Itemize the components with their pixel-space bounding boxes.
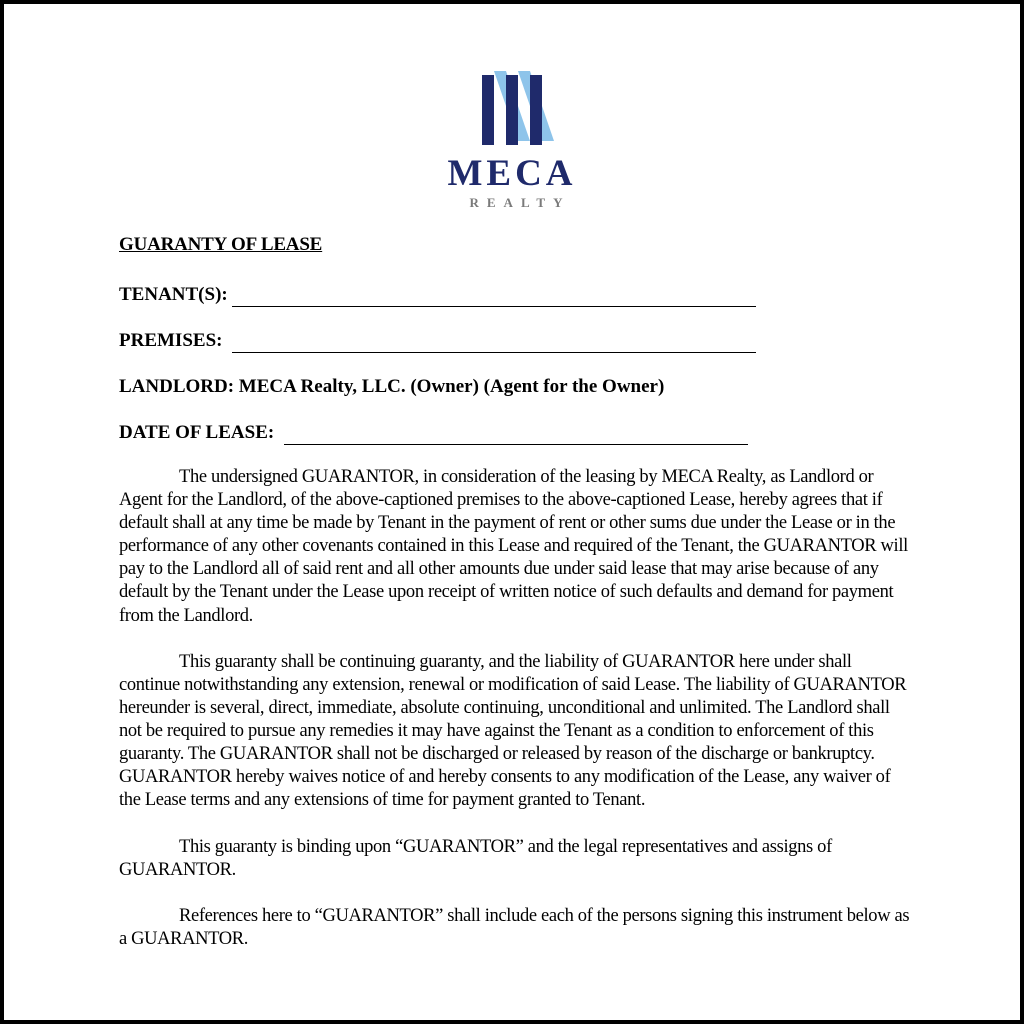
premises-blank-line[interactable] [232, 334, 756, 353]
premises-label: PREMISES: [119, 330, 232, 351]
date-of-lease-blank-line[interactable] [284, 426, 748, 445]
date-of-lease-field [119, 421, 748, 445]
paragraph-references: References here to “GUARANTOR” shall include each of the persons signing this instrument below as a GUARANTOR. [119, 905, 910, 949]
landlord-field [119, 375, 664, 399]
tenant-label: TENANT(S): [119, 284, 233, 305]
paragraph-binding: This guaranty is binding upon “GUARANTOR” and the legal representatives and assigns of GUARANTOR. [119, 836, 832, 880]
tenant-field [119, 283, 756, 307]
guaranty-text [119, 466, 911, 974]
logo-company-subtitle: REALTY [469, 195, 571, 210]
paragraph-default-terms: The undersigned GUARANTOR, in consideration of the leasing by MECA Realty, as Landlord or Agent for the Landlord, of the above-captioned premises to the above-captioned Lease, hereby agrees that if default shall at any time be made by Tenant in the payment of rent or other sums due under the Lease or in the performance of any other covenants contained in this Lease and required of the Tenant, the GUARANTOR will pay to the Landlord all of said rent and all other amounts due under said lease that may arise because of any default by the Tenant under the Lease upon receipt of written notice of such defaults and demand for payment from the Landlord. [119, 467, 908, 626]
logo-company-name: MECA [447, 153, 577, 194]
document-title: GUARANTY OF LEASE [119, 234, 323, 255]
company-logo [4, 4, 1024, 224]
document-body [119, 233, 919, 949]
date-of-lease-label: DATE OF LEASE: [119, 422, 284, 443]
tenant-blank-line[interactable] [232, 288, 756, 307]
paragraph-continuing-guaranty: This guaranty shall be continuing guaranty, and the liability of GUARANTOR here under shall continue notwithstanding any extension, renewal or modification of said Lease. The liability of GUARANTOR hereunder is several, direct, immediate, absolute continuing, unconditional and unlimited. The Landlord shall not be required to pursue any remedies it may have against the Tenant as a condition to enforcement of this guaranty. The GUARANTOR shall not be discharged or released by reason of the discharge or bankruptcy. GUARANTOR hereby waives notice of and hereby consents to any modification of the Lease, any waiver of the Lease terms and any extensions of time for payment granted to Tenant. [119, 651, 907, 811]
landlord-label: LANDLORD: MECA Realty, LLC. (Owner) (Agent for the Owner) [119, 376, 665, 397]
premises-field [119, 329, 756, 353]
meca-logo-mark-icon [478, 71, 558, 145]
